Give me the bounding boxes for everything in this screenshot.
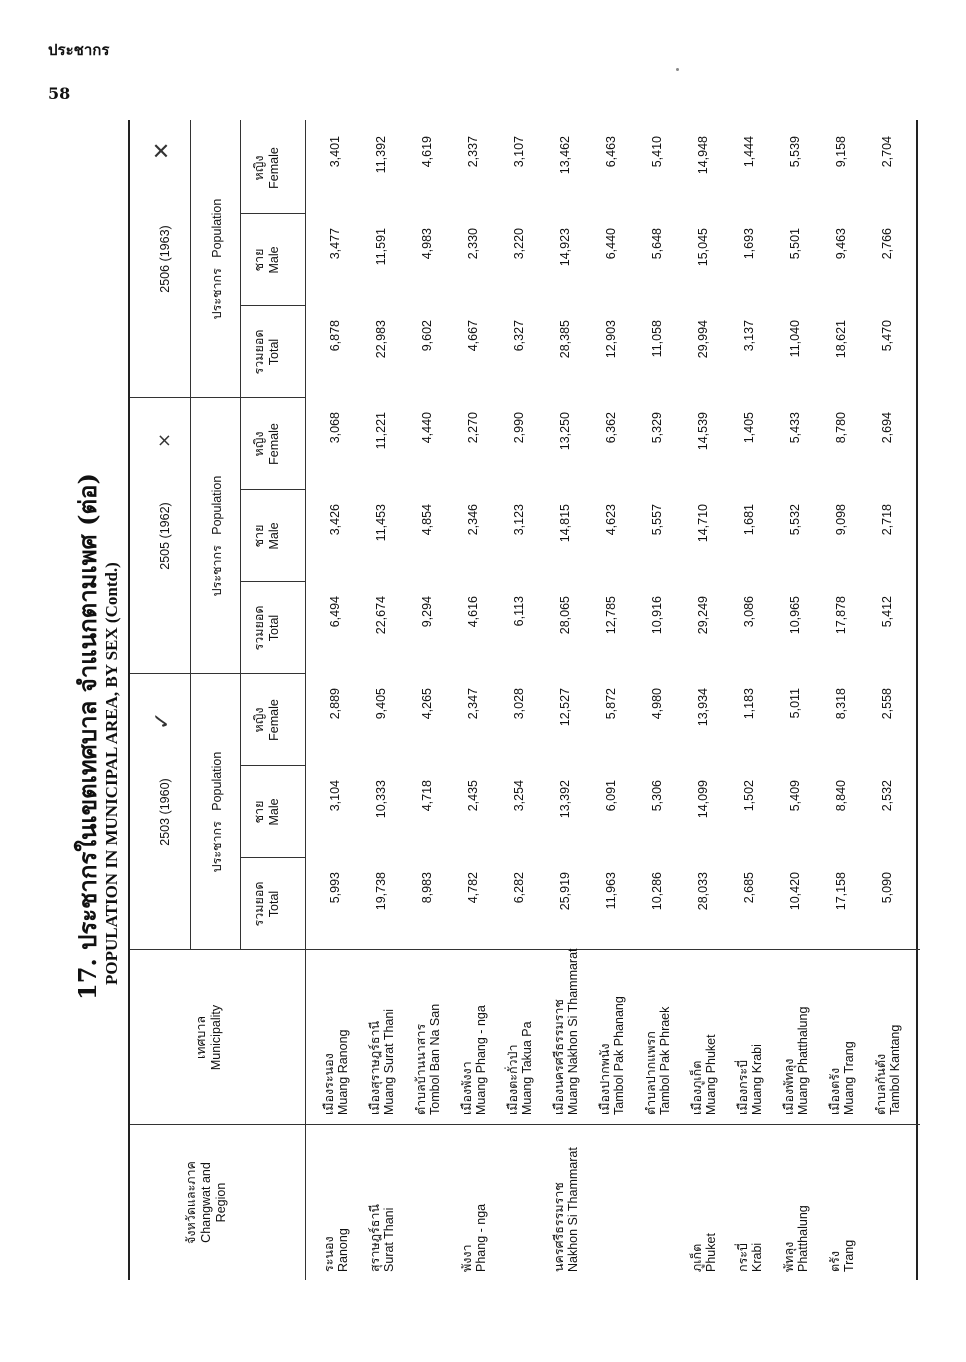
table-row [828, 120, 874, 1280]
year-rule [190, 120, 191, 950]
table-row [552, 120, 598, 1280]
value-cell-total: 9,602 [420, 320, 434, 352]
municipality-cell [414, 935, 442, 1115]
value-cell-female: 1,444 [742, 136, 756, 168]
table-row [736, 120, 782, 1280]
table-row [322, 120, 368, 1280]
region-en: Nakhon Si Thammarat [566, 1147, 580, 1272]
region-th: พังงา [460, 1244, 474, 1272]
subheader-female-0 [252, 674, 282, 766]
table-row [506, 120, 552, 1280]
subheader-total-th: รวมยอด [252, 329, 266, 375]
value-cell-total: 2,685 [742, 872, 756, 904]
subheader-female-th: หญิง [252, 431, 266, 457]
value-cell-male: 8,840 [834, 780, 848, 812]
value-cell-total: 28,385 [558, 320, 572, 359]
value-cell-male: 11,591 [374, 228, 388, 266]
value-cell-female: 5,433 [788, 412, 802, 444]
municipality-en: Muang Phang - nga [474, 1005, 488, 1115]
year-1963-label: 2506 (1963) [158, 225, 172, 293]
value-cell-female: 4,980 [650, 688, 664, 720]
value-cell-total: 6,113 [512, 596, 526, 627]
municipality-th: เมืองนครศรีธรรมราช [552, 999, 566, 1115]
page-number: 58 [48, 84, 71, 103]
subheader-total-1 [252, 582, 282, 674]
table-row [644, 120, 690, 1280]
value-cell-total: 11,963 [604, 872, 618, 910]
value-cell-total: 4,782 [466, 872, 480, 904]
value-cell-total: 10,420 [788, 872, 802, 911]
municipality-en: Muang Trang [842, 1041, 856, 1115]
value-cell-total: 9,294 [420, 596, 434, 628]
x-mark-icon: × [154, 432, 175, 448]
value-cell-male: 4,623 [604, 504, 618, 536]
municipality-th: ตำบลบ้านนาสาร [414, 1023, 428, 1115]
table-row [598, 120, 644, 1280]
header-region [184, 1125, 229, 1280]
header-region-th: จังหวัดและภาค [184, 1161, 198, 1244]
value-cell-total: 6,494 [328, 596, 342, 628]
value-cell-male: 14,710 [696, 504, 710, 543]
value-cell-female: 3,028 [512, 688, 526, 720]
municipality-en: Muang Ranong [336, 1029, 350, 1115]
value-cell-male: 3,123 [512, 504, 526, 536]
population-rule [240, 120, 241, 950]
value-cell-male: 4,718 [420, 780, 434, 812]
value-cell-male: 15,045 [696, 228, 710, 267]
value-cell-female: 14,539 [696, 412, 710, 451]
region-th: สุราษฎร์ธานี [368, 1204, 382, 1272]
municipality-th: เมืองสุราษฎร์ธานี [368, 1020, 382, 1115]
value-cell-male: 2,346 [466, 504, 480, 536]
value-cell-total: 5,993 [328, 872, 342, 904]
table-row [874, 120, 920, 1280]
region-cell [828, 1132, 856, 1272]
subheader-male-1 [252, 490, 282, 582]
value-cell-male: 3,254 [512, 780, 526, 812]
value-cell-male: 5,501 [788, 228, 802, 260]
subheader-female-en: Female [267, 147, 281, 189]
subheader-male-th: ชาย [252, 248, 266, 272]
header-muni-en: Municipality [209, 1004, 223, 1071]
subheader-total-2 [252, 306, 282, 398]
value-cell-male: 6,440 [604, 228, 618, 260]
value-cell-female: 9,405 [374, 688, 388, 720]
municipality-en: Muang Phatthalung [796, 1006, 810, 1115]
municipality-cell [506, 935, 534, 1115]
value-cell-male: 5,557 [650, 504, 664, 536]
value-cell-male: 2,766 [880, 228, 894, 260]
value-cell-male: 2,435 [466, 780, 480, 812]
region-en: Krabi [750, 1242, 764, 1272]
value-cell-female: 4,619 [420, 136, 434, 168]
subheader-total-en: Total [267, 890, 281, 918]
value-cell-total: 28,033 [696, 872, 710, 911]
municipality-cell [368, 935, 396, 1115]
value-cell-female: 1,405 [742, 412, 756, 444]
municipality-cell [690, 935, 718, 1115]
title-english-text: POPULATION IN MUNICIPAL AREA, BY SEX [102, 627, 121, 985]
rotated-table-page [20, 100, 940, 1300]
value-cell-female: 8,780 [834, 412, 848, 444]
value-cell-total: 12,785 [604, 596, 618, 635]
value-cell-female: 5,410 [650, 136, 664, 168]
municipality-th: ตำบลกันตัง [874, 1053, 888, 1115]
value-cell-total: 10,916 [650, 596, 664, 635]
value-cell-male: 1,693 [742, 228, 756, 260]
value-cell-total: 22,674 [374, 596, 388, 635]
value-cell-male: 3,426 [328, 504, 342, 536]
value-cell-female: 2,889 [328, 688, 342, 720]
value-cell-male: 14,923 [558, 228, 572, 267]
value-cell-total: 8,983 [420, 872, 434, 904]
value-cell-female: 11,392 [374, 136, 388, 174]
municipality-en: Muang Takua Pa [520, 1021, 534, 1115]
municipality-th: เมืองกระบี่ [736, 1059, 750, 1115]
value-cell-male: 13,392 [558, 780, 572, 819]
value-cell-total: 29,994 [696, 320, 710, 359]
table-row [368, 120, 414, 1280]
population-th: ประชากร [210, 268, 224, 320]
header-muni-th: เทศบาล [194, 1015, 208, 1060]
subheader-total-en: Total [267, 338, 281, 366]
municipality-th: เมืองพัทลุง [782, 1058, 796, 1115]
value-cell-total: 5,090 [880, 872, 894, 904]
municipality-cell [598, 935, 626, 1115]
region-en: Trang [842, 1239, 856, 1272]
value-cell-female: 6,463 [604, 136, 618, 168]
value-cell-total: 19,738 [374, 872, 388, 911]
municipality-cell [322, 935, 350, 1115]
municipality-cell [828, 935, 856, 1115]
value-cell-female: 11,221 [374, 412, 388, 450]
table-row [460, 120, 506, 1280]
subheader-male-2 [252, 214, 282, 306]
value-cell-male: 4,854 [420, 504, 434, 536]
value-cell-male: 14,815 [558, 504, 572, 543]
value-cell-male: 2,330 [466, 228, 480, 260]
value-cell-male: 1,502 [742, 780, 756, 812]
region-en: Phuket [704, 1233, 718, 1272]
subheader-male-en: Male [267, 522, 281, 550]
municipality-en: Muang Surat Thani [382, 1008, 396, 1115]
value-cell-total: 18,621 [834, 320, 848, 359]
value-cell-female: 1,183 [742, 688, 756, 720]
value-cell-male: 6,091 [604, 780, 618, 812]
region-cell [736, 1132, 764, 1272]
header-bottom-rule [305, 120, 306, 1280]
municipality-cell [460, 935, 488, 1115]
value-cell-male: 3,220 [512, 228, 526, 260]
header-population-1962 [210, 398, 225, 674]
municipality-en: Tambol Pak Phanang [612, 996, 626, 1115]
municipality-en: Muang Nakhon Si Thammarat [566, 948, 580, 1115]
header-year-1963 [158, 120, 173, 398]
value-cell-male: 2,718 [880, 504, 894, 536]
value-cell-female: 4,265 [420, 688, 434, 720]
subheader-female-th: หญิง [252, 707, 266, 733]
value-cell-male: 2,532 [880, 780, 894, 812]
subheader-total-th: รวมยอด [252, 881, 266, 927]
value-cell-male: 5,306 [650, 780, 664, 812]
year-1960-label: 2503 (1960) [158, 778, 172, 846]
value-cell-female: 2,704 [880, 136, 894, 168]
subheader-female-th: หญิง [252, 155, 266, 181]
subheader-female-1 [252, 398, 282, 490]
value-cell-male: 10,333 [374, 780, 388, 819]
title-contd: (Contd.) [102, 562, 121, 624]
value-cell-total: 22,983 [374, 320, 388, 359]
region-en: Surat Thani [382, 1207, 396, 1272]
population-en: Population [210, 751, 224, 811]
value-cell-male: 14,099 [696, 780, 710, 819]
region-th: ตรัง [828, 1251, 842, 1272]
value-cell-female: 13,462 [558, 136, 572, 175]
value-cell-male: 5,648 [650, 228, 664, 260]
value-cell-female: 2,270 [466, 412, 480, 444]
value-cell-female: 3,068 [328, 412, 342, 444]
municipality-th: เมืองพังงา [460, 1061, 474, 1115]
subheader-total-th: รวมยอด [252, 605, 266, 651]
municipality-th: เมืองตะกั่วป่า [506, 1044, 520, 1115]
value-cell-female: 4,440 [420, 412, 434, 444]
value-cell-female: 5,329 [650, 412, 664, 444]
municipality-en: Muang Krabi [750, 1044, 764, 1115]
subheader-male-en: Male [267, 246, 281, 274]
table-number: 17. [73, 958, 102, 1000]
value-cell-total: 17,158 [834, 872, 848, 911]
value-cell-female: 6,362 [604, 412, 618, 444]
value-cell-female: 9,158 [834, 136, 848, 168]
population-table [128, 120, 918, 1280]
value-cell-total: 17,878 [834, 596, 848, 635]
value-cell-female: 8,318 [834, 688, 848, 720]
value-cell-female: 3,107 [512, 136, 526, 168]
value-cell-male: 5,409 [788, 780, 802, 812]
value-cell-female: 5,872 [604, 688, 618, 720]
value-cell-female: 2,990 [512, 412, 526, 444]
region-th: ภูเก็ต [690, 1243, 704, 1272]
title-english [102, 562, 122, 985]
value-cell-female: 3,401 [328, 136, 342, 168]
subheader-male-en: Male [267, 798, 281, 826]
value-cell-male: 3,477 [328, 228, 342, 260]
value-cell-total: 11,058 [650, 320, 664, 358]
value-cell-male: 11,453 [374, 504, 388, 542]
header-region-en2: Region [214, 1182, 228, 1223]
municipality-cell [782, 935, 810, 1115]
title-thai-text: ประชากรในเขตเทศบาล จำแนกตามเพศ (ต่อ) [73, 473, 102, 950]
value-cell-female: 5,539 [788, 136, 802, 168]
region-th: ระนอง [322, 1236, 336, 1272]
municipality-th: เมืองปากพนัง [598, 1043, 612, 1115]
value-cell-total: 6,878 [328, 320, 342, 352]
region-en: Phang - nga [474, 1203, 488, 1272]
region-th: นครศรีธรรมราช [552, 1182, 566, 1272]
value-cell-total: 3,137 [742, 320, 756, 352]
municipality-th: เมืองภูเก็ต [690, 1060, 704, 1115]
value-cell-total: 25,919 [558, 872, 572, 911]
subheader-male-th: ชาย [252, 524, 266, 548]
value-cell-female: 2,694 [880, 412, 894, 444]
cross-mark-icon: ✕ [150, 141, 175, 160]
value-cell-female: 13,250 [558, 412, 572, 451]
municipality-cell [644, 935, 672, 1115]
header-region-en: Changwat and [199, 1162, 213, 1243]
municipality-en: Muang Phuket [704, 1034, 718, 1115]
population-en: Population [210, 198, 224, 258]
municipality-th: เมืองระนอง [322, 1053, 336, 1115]
municipality-en: Tombol Ban Na San [428, 1003, 442, 1115]
header-population-1960 [210, 674, 225, 950]
value-cell-female: 2,558 [880, 688, 894, 720]
population-th: ประชากร [210, 545, 224, 597]
page-category: ประชากร [48, 41, 110, 59]
region-cell [552, 1132, 580, 1272]
region-cell [368, 1132, 396, 1272]
value-cell-total: 6,282 [512, 872, 526, 904]
table-row [782, 120, 828, 1280]
header-population-1963 [210, 120, 225, 398]
region-cell [460, 1132, 488, 1272]
check-mark-icon: ✓ [150, 711, 175, 730]
subheader-female-en: Female [267, 423, 281, 465]
value-cell-female: 2,347 [466, 688, 480, 720]
value-cell-total: 10,286 [650, 872, 664, 911]
value-cell-female: 12,527 [558, 688, 572, 727]
region-cell [782, 1132, 810, 1272]
region-en: Phatthalung [796, 1205, 810, 1272]
year-1962-label: 2505 (1962) [158, 502, 172, 570]
subheader-male-th: ชาย [252, 800, 266, 824]
municipality-th: เมืองตรัง [828, 1067, 842, 1115]
value-cell-total: 12,903 [604, 320, 618, 359]
value-cell-total: 6,327 [512, 320, 526, 352]
municipality-cell [736, 935, 764, 1115]
value-cell-female: 2,337 [466, 136, 480, 168]
value-cell-total: 10,965 [788, 596, 802, 635]
population-en: Population [210, 475, 224, 535]
municipality-en: Tambol Kantang [888, 1024, 902, 1115]
value-cell-male: 9,098 [834, 504, 848, 536]
subheader-total-en: Total [267, 614, 281, 642]
subheader-female-2 [252, 122, 282, 214]
value-cell-total: 5,470 [880, 320, 894, 352]
header-municipality [194, 950, 224, 1125]
scan-speck [676, 68, 679, 71]
value-cell-total: 4,667 [466, 320, 480, 352]
value-cell-male: 4,983 [420, 228, 434, 260]
municipality-th: ตำบลปากแพรก [644, 1031, 658, 1115]
table-row [414, 120, 460, 1280]
value-cell-female: 14,948 [696, 136, 710, 175]
subheader-female-en: Female [267, 699, 281, 741]
region-cell [690, 1132, 718, 1272]
value-cell-male: 3,104 [328, 780, 342, 812]
region-en: Ranong [336, 1228, 350, 1272]
municipality-cell [874, 935, 902, 1115]
municipality-en: Tambol Pak Phraek [658, 1006, 672, 1115]
table-row [690, 120, 736, 1280]
subheader-total-0 [252, 858, 282, 950]
region-th: พัทลุง [782, 1241, 796, 1272]
value-cell-male: 9,463 [834, 228, 848, 260]
value-cell-total: 11,040 [788, 320, 802, 358]
value-cell-female: 13,934 [696, 688, 710, 727]
value-cell-total: 28,065 [558, 596, 572, 635]
value-cell-male: 1,681 [742, 504, 756, 536]
value-cell-total: 3,086 [742, 596, 756, 628]
value-cell-male: 5,532 [788, 504, 802, 536]
population-th: ประชากร [210, 821, 224, 873]
municipality-cell [552, 935, 580, 1115]
value-cell-total: 4,616 [466, 596, 480, 628]
value-cell-total: 29,249 [696, 596, 710, 635]
region-cell [322, 1132, 350, 1272]
region-th: กระบี่ [736, 1243, 750, 1272]
subheader-male-0 [252, 766, 282, 858]
value-cell-female: 5,011 [788, 688, 802, 719]
value-cell-total: 5,412 [880, 596, 894, 628]
